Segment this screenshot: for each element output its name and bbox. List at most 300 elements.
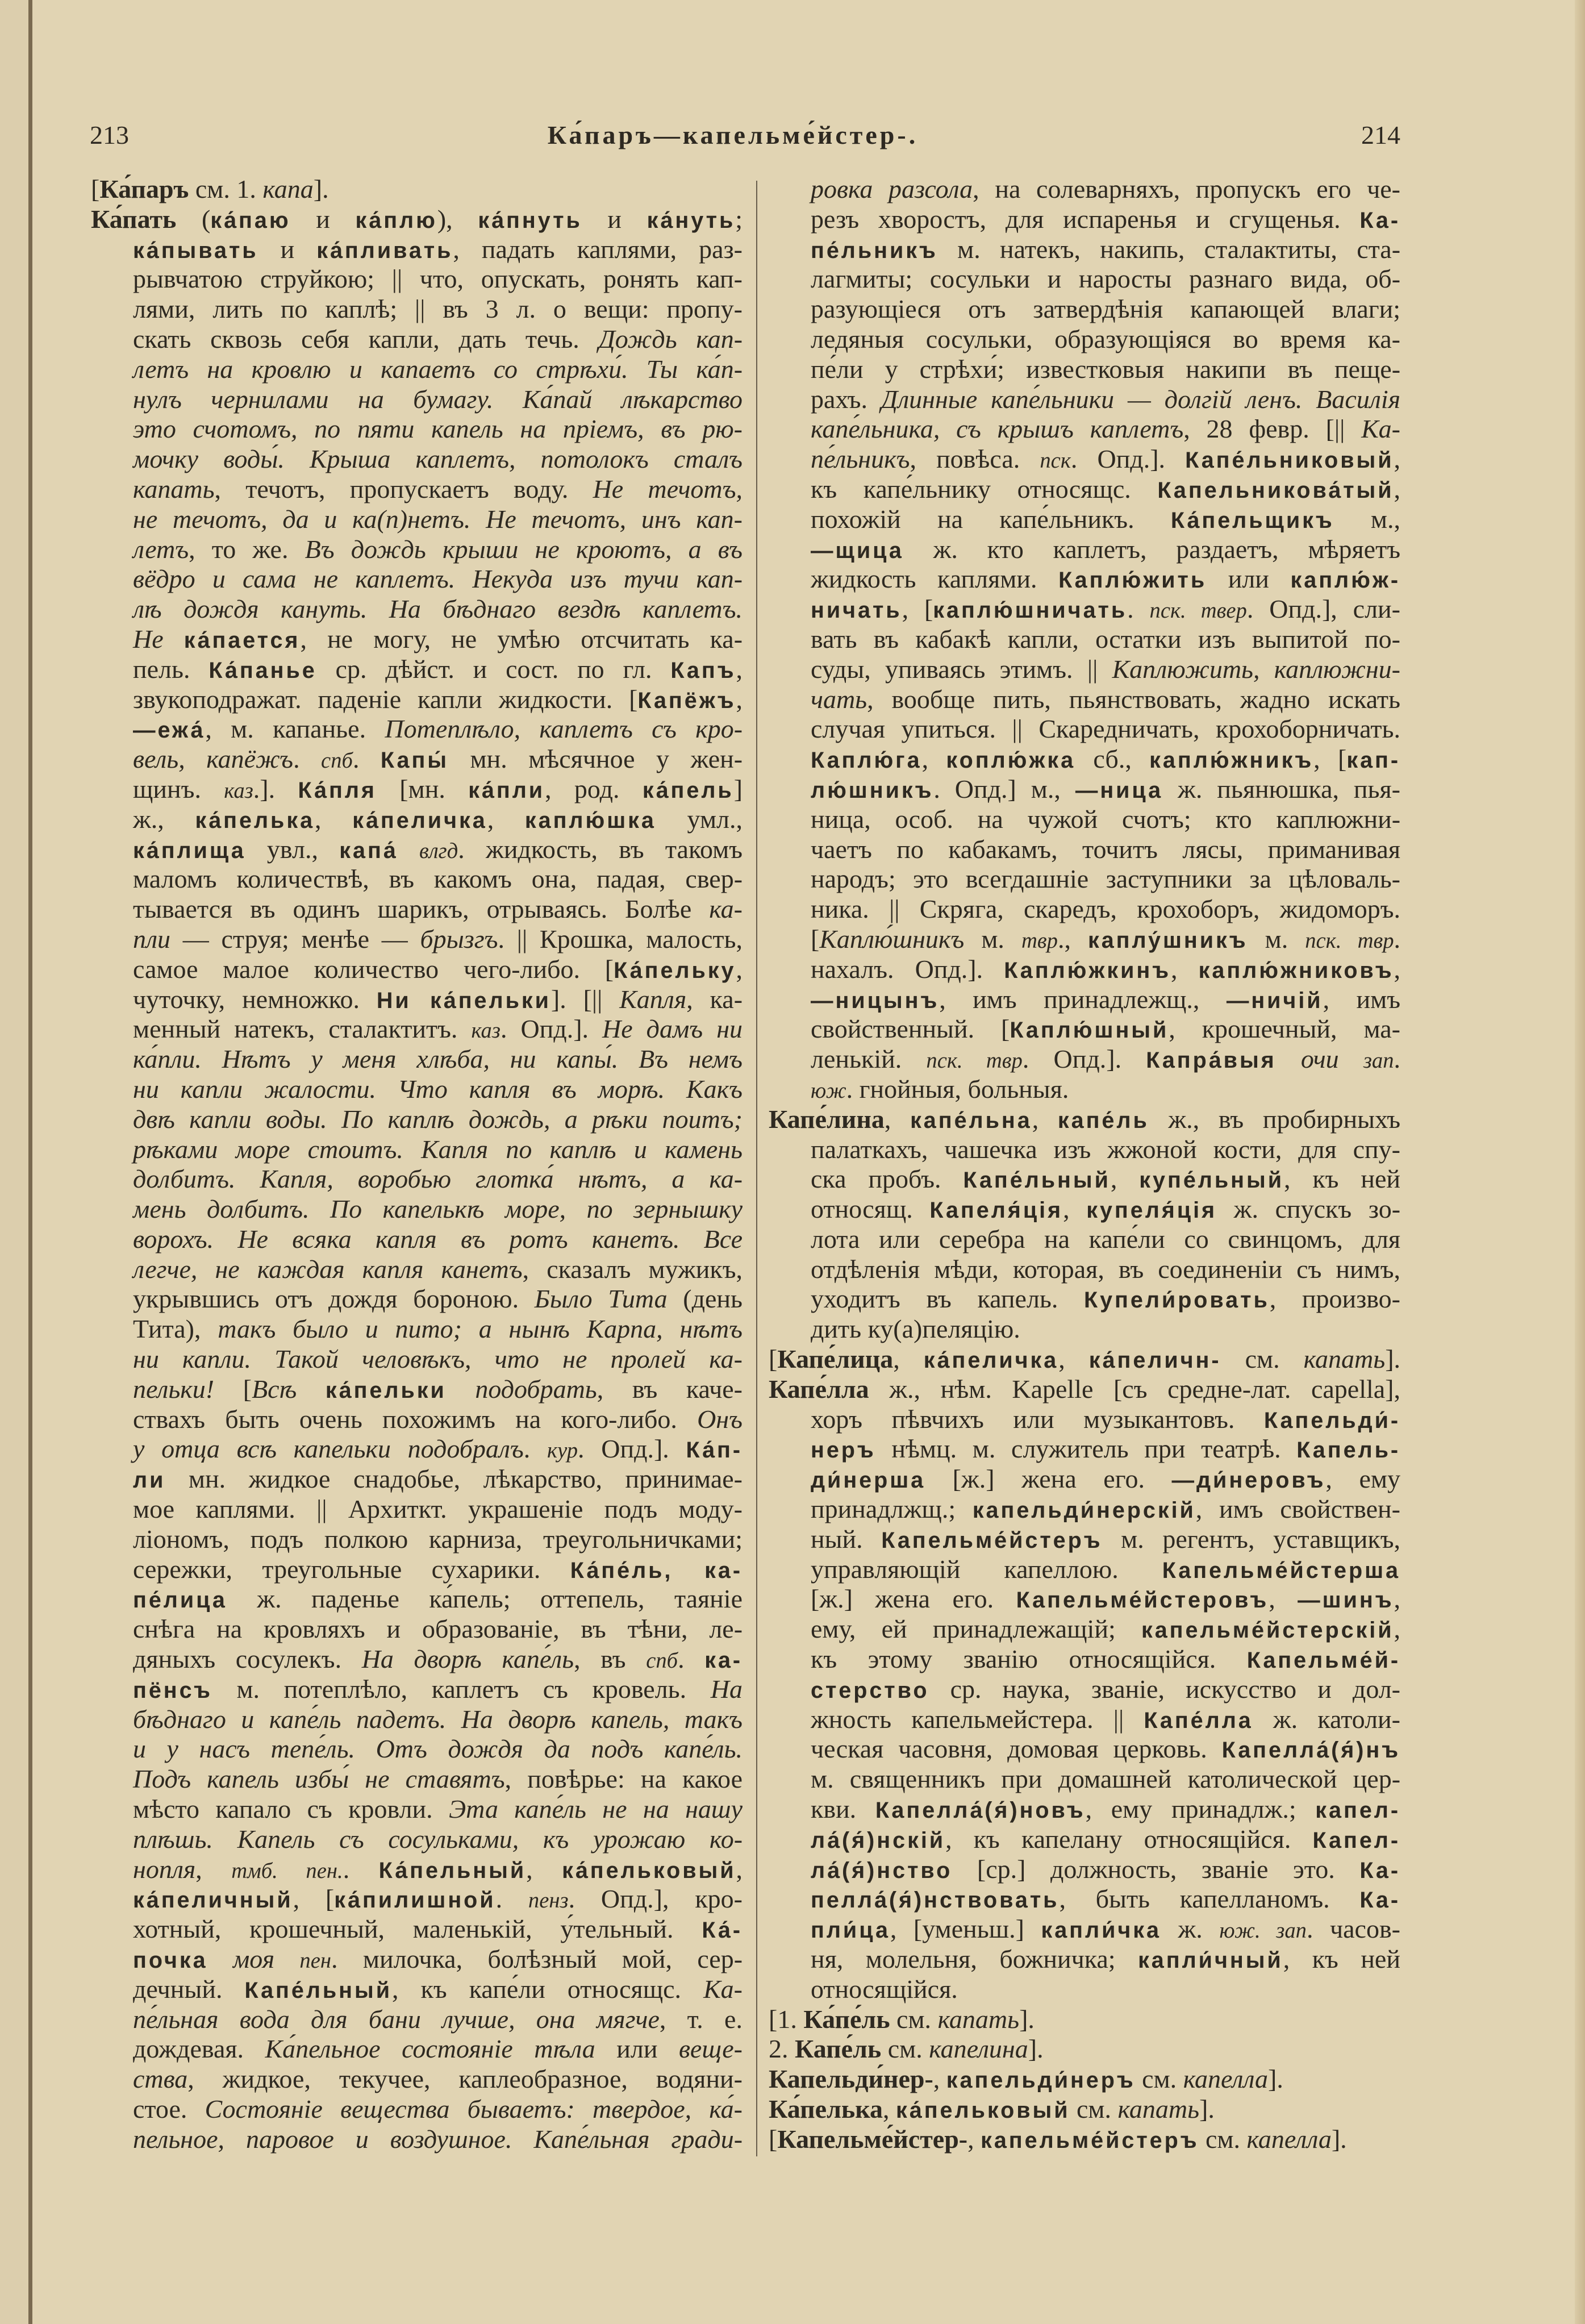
line-text — [133, 1644, 743, 1673]
definition-text: . — [1127, 594, 1150, 624]
line-text — [133, 1494, 743, 1523]
bold-term: ка́паю — [210, 207, 291, 233]
dictionary-line — [91, 1464, 743, 1494]
bold-term: неръ — [811, 1438, 876, 1463]
line-text — [133, 385, 743, 414]
definition-text: , произво- — [1269, 1284, 1400, 1314]
bold-term: Ка́панье — [208, 657, 317, 683]
line-text — [133, 594, 743, 623]
region-abbreviation: влгд — [419, 839, 458, 863]
definition-text: , на солеварняхъ, пропускъ его че- — [973, 174, 1400, 203]
dictionary-line — [91, 1614, 743, 1644]
definition-text: свойственный. [ — [811, 1014, 1010, 1044]
definition-text: , [ — [293, 1884, 335, 1914]
line-text — [811, 955, 1400, 984]
definition-text: . гнойныя, больныя. — [846, 1074, 1069, 1103]
definition-text: см. — [1221, 1344, 1304, 1374]
definition-text: ника. || Скряга, скаредъ, крохоборъ, жидоморъ. — [811, 894, 1400, 924]
line-text — [811, 594, 1400, 623]
line-text — [811, 535, 1400, 564]
line-text — [811, 505, 1400, 534]
line-text — [811, 1434, 1400, 1463]
dictionary-line — [769, 294, 1400, 324]
line-text — [133, 1405, 743, 1434]
definition-text: жидкость каплями. — [811, 564, 1059, 594]
definition-text: , — [315, 804, 353, 834]
dictionary-line — [91, 474, 743, 505]
definition-text: [ — [91, 174, 100, 203]
dictionary-line — [769, 1434, 1400, 1464]
italic-example: капать — [133, 474, 215, 503]
definition-text: Тита), — [133, 1314, 218, 1344]
dictionary-line — [769, 1614, 1400, 1644]
dictionary-line — [91, 1884, 743, 1914]
dictionary-line — [91, 924, 743, 955]
bold-term: каплю́шничать — [933, 598, 1128, 623]
definition-text: принадлжщ.; — [811, 1494, 973, 1524]
definition-text — [1339, 1044, 1363, 1073]
line-text — [769, 2005, 1035, 2034]
dictionary-line — [769, 414, 1400, 444]
definition-text: дечный. — [133, 1974, 245, 2004]
definition-text: резъ хворостъ, для испаренья и сгущенья. — [811, 204, 1360, 234]
definition-text: рывчатою струйкою; || что, опускать, ронять кап- — [133, 264, 743, 294]
definition-text: рахъ. — [811, 384, 881, 414]
line-text — [811, 444, 1400, 473]
dictionary-line — [91, 1194, 743, 1225]
dictionary-line — [91, 1764, 743, 1794]
line-text — [811, 564, 1400, 593]
definition-text: ледяныя сосульки, образующiяся во время ка- — [811, 324, 1400, 353]
definition-text: . || Крошка, малость, — [498, 924, 743, 953]
definition-text: , ему — [1325, 1464, 1400, 1494]
bold-term: пёнсъ — [133, 1677, 212, 1703]
italic-example: моя — [232, 1944, 275, 1974]
definition-text: [ — [811, 924, 820, 953]
definition-text: . милочка, болѣзный мой, сер- — [331, 1944, 743, 1974]
definition-text — [208, 1944, 233, 1973]
italic-example: капелина — [929, 2034, 1028, 2064]
bold-term: Ка́пе́ль, ка- — [570, 1557, 743, 1583]
definition-text: [ж.] жена его. — [925, 1464, 1172, 1494]
dictionary-line — [769, 744, 1400, 774]
dictionary-line — [769, 624, 1400, 655]
italic-example: долбитъ. Капля, воробью глотка́ нѣтъ, а ка- — [133, 1164, 743, 1194]
definition-text: умл., — [656, 804, 743, 834]
definition-text: , т. е. — [659, 2004, 743, 2034]
italic-example: Подъ капель избы́ не ставятъ — [133, 1764, 505, 1794]
definition-text: .]. — [253, 774, 298, 803]
definition-text: хотный, крошечный, маленькiй, у́тельный. — [133, 1914, 702, 1944]
dictionary-line — [769, 985, 1400, 1015]
bold-term: Капельме́йстеровъ — [1016, 1588, 1269, 1613]
definition-text: , къ ней — [1283, 1164, 1400, 1194]
dictionary-line — [91, 1675, 743, 1705]
definition-text: или — [595, 2034, 679, 2064]
line-text — [133, 505, 743, 534]
definition-text: см. — [881, 2034, 929, 2064]
line-text — [811, 1525, 1400, 1554]
dictionary-line — [91, 1705, 743, 1735]
definition-text: лями, лить по каплѣ; || въ 3 л. о вещи: пропу- — [133, 294, 743, 324]
line-text — [811, 1584, 1400, 1613]
line-text — [811, 474, 1400, 503]
dictionary-line — [91, 1225, 743, 1255]
line-text — [811, 805, 1400, 834]
dictionary-line — [769, 1464, 1400, 1494]
dictionary-line — [91, 835, 743, 865]
definition-text: , въ — [574, 1644, 646, 1674]
line-text — [133, 924, 743, 953]
definition-text: , къ капе́ли относящс. — [392, 1974, 704, 2004]
line-text — [133, 864, 743, 893]
line-text — [133, 2125, 743, 2154]
line-text — [133, 1044, 743, 1073]
line-text — [133, 1434, 743, 1463]
bold-term: ка́пнуть — [478, 207, 582, 233]
bold-term: ка́пилишной — [334, 1888, 496, 1913]
definition-text: ( — [176, 204, 211, 234]
definition-text: . Опд.]. — [1070, 444, 1186, 474]
bold-term: Капёжъ — [637, 688, 736, 713]
line-text — [133, 1675, 743, 1704]
dictionary-line — [769, 1494, 1400, 1525]
italic-example: рѣками море стоитъ. Капля по каплѣ и камень — [133, 1134, 743, 1164]
bold-term: Ка́пля — [298, 777, 377, 803]
dictionary-line — [91, 655, 743, 685]
dictionary-line — [769, 444, 1400, 474]
dictionary-line — [769, 355, 1400, 385]
dictionary-line — [91, 1135, 743, 1165]
bold-term: Капеля́цiя — [929, 1198, 1063, 1223]
italic-example: Всѣ — [252, 1374, 326, 1403]
dictionary-line — [91, 1944, 743, 1975]
region-abbreviation: твр — [1021, 928, 1058, 953]
dictionary-line — [769, 1644, 1400, 1675]
definition-text: , ка- — [686, 984, 743, 1014]
italic-example: нопля — [133, 1854, 196, 1884]
line-text — [133, 2005, 743, 2034]
definition-text: лiономъ, подъ полкою карниза, треугольничками; — [133, 1524, 743, 1554]
definition-text: ]. — [1268, 2064, 1283, 2094]
line-text — [133, 1194, 743, 1223]
dictionary-line — [91, 714, 743, 744]
definition-text: , имъ свойствен- — [1195, 1494, 1400, 1524]
entry-headword-line — [769, 2094, 1400, 2125]
line-text — [811, 924, 1400, 953]
bold-term: каплю́ж- — [1290, 568, 1400, 593]
definition-text: , — [921, 744, 946, 774]
line-text — [133, 744, 743, 773]
dictionary-line — [91, 774, 743, 805]
dictionary-line — [91, 955, 743, 985]
bold-term: ка́пывать — [133, 238, 258, 263]
bold-term: капе́ль — [1057, 1107, 1149, 1133]
definition-text: , — [1058, 1344, 1089, 1374]
definition-text: . — [1394, 924, 1401, 953]
dictionary-line — [91, 1284, 743, 1314]
dictionary-line — [91, 564, 743, 594]
line-text — [133, 264, 743, 293]
dictionary-line — [769, 174, 1400, 205]
line-text — [133, 1525, 743, 1554]
italic-example: чать — [811, 684, 867, 714]
dictionary-line — [91, 355, 743, 385]
definition-text: , ему принадлж.; — [1085, 1794, 1316, 1824]
italic-example: капать — [1303, 1344, 1386, 1374]
dictionary-line — [91, 2005, 743, 2035]
bold-term: ка́пельковый — [562, 1857, 736, 1883]
dictionary-line — [769, 894, 1400, 924]
running-head-title: Ка́паръ—капельме́йстер-. — [547, 120, 919, 149]
dictionary-line — [769, 1194, 1400, 1225]
dictionary-line — [769, 1855, 1400, 1885]
dictionary-line — [91, 324, 743, 355]
definition-text: и — [258, 234, 317, 264]
line-text — [811, 1644, 1400, 1673]
dictionary-line — [91, 444, 743, 474]
definition-text: . — [352, 744, 381, 774]
bold-term: капа́ — [339, 838, 398, 863]
italic-example: подобрать — [446, 1374, 597, 1403]
definition-text: , — [195, 1854, 232, 1884]
dictionary-line — [91, 1074, 743, 1105]
italic-example: летъ — [133, 534, 189, 564]
line-text — [811, 355, 1400, 384]
bold-term: стерство — [811, 1677, 929, 1703]
line-text — [769, 2094, 1215, 2123]
definition-text: . — [495, 1884, 528, 1914]
definition-text: , — [967, 2124, 981, 2154]
line-text — [811, 714, 1400, 743]
bold-term: ка́пельки — [325, 1377, 447, 1403]
definition-text: [мн. — [376, 774, 469, 803]
bold-term: кап- — [1346, 748, 1401, 773]
definition-text: . Опд.] м., — [933, 774, 1075, 803]
definition-text: чуточку, немножко. — [133, 984, 377, 1014]
region-abbreviation: пск. твр — [926, 1049, 1023, 1073]
bold-term: Каплю́жить — [1058, 568, 1207, 593]
italic-example: капелла — [1246, 2124, 1332, 2154]
definition-text: м. натекъ, накипь, сталактиты, ста- — [937, 234, 1401, 264]
line-text — [133, 355, 743, 384]
bold-term: каплю́шка — [524, 807, 656, 833]
bold-term: ка́пливать — [316, 238, 453, 263]
bold-term: Капел- — [1312, 1827, 1400, 1853]
definition-text: управляющiй капеллою. — [811, 1554, 1162, 1584]
italic-example: ворохъ. Не всяка капля въ ротъ канетъ. Все — [133, 1224, 743, 1253]
entry-headword-line — [769, 2005, 1400, 2035]
definition-text: ., — [1057, 924, 1088, 953]
dictionary-line — [769, 1914, 1400, 1944]
definition-text: лагмиты; сосульки и наросты разнаго вида, об- — [811, 264, 1401, 294]
italic-example: бѣднаго и капе́ль падетъ. На дворѣ капель, такъ — [133, 1704, 743, 1734]
definition-text: , — [526, 1854, 562, 1884]
bold-term: Ка́п- — [686, 1438, 743, 1463]
dictionary-line — [91, 985, 743, 1015]
bold-term: Капъ — [670, 657, 736, 683]
dictionary-line — [91, 685, 743, 715]
definition-text: дяныхъ сосулекъ. — [133, 1644, 362, 1674]
dictionary-line — [769, 594, 1400, 624]
right-column — [769, 174, 1400, 2155]
definition-text: ж., въ пробирныхъ — [1149, 1104, 1401, 1134]
definition-text: мѣсто капало съ кровли. — [133, 1794, 449, 1824]
italic-example: Состоянiе вещества бываетъ: твердое, ка́- — [205, 2094, 743, 2123]
line-text — [133, 2094, 743, 2123]
bold-term: капли́чка — [1041, 1918, 1161, 1943]
line-text — [133, 1105, 743, 1134]
dictionary-line — [91, 1044, 743, 1074]
dictionary-line — [91, 505, 743, 535]
dictionary-line — [91, 805, 743, 835]
dictionary-line — [769, 1014, 1400, 1044]
italic-example: веще- — [678, 2034, 743, 2064]
line-text — [811, 685, 1400, 714]
dictionary-line — [769, 1135, 1400, 1165]
italic-example: это счотомъ, по пяти капель на прiемъ, въ рю- — [133, 414, 743, 444]
region-abbreviation: пск. твр — [1305, 928, 1394, 953]
bold-term: Ка́пельщикъ — [1170, 507, 1334, 533]
dictionary-line — [769, 1975, 1400, 2005]
dictionary-line — [769, 1884, 1400, 1914]
definition-text: , — [1394, 444, 1401, 474]
italic-example: мочку воды́. Крыша каплетъ, потолокъ сталъ — [133, 444, 743, 474]
definition-text: , — [933, 2064, 946, 2094]
definition-text — [398, 835, 419, 864]
definition-text: уходитъ въ капель. — [811, 1284, 1085, 1314]
definition-text: см. — [1070, 2094, 1118, 2123]
definition-text: см. 1. — [189, 174, 263, 203]
dictionary-line — [91, 2034, 743, 2064]
dictionary-line — [769, 235, 1400, 265]
definition-text: , къ капелану относящiйся. — [945, 1824, 1313, 1854]
bold-term: —шинъ — [1298, 1588, 1394, 1613]
definition-text: лота или серебра на капе́ли со свинцомъ, для — [811, 1224, 1400, 1253]
line-text — [811, 385, 1400, 414]
line-text — [811, 1135, 1400, 1164]
dictionary-line — [91, 1794, 743, 1825]
dictionary-line — [769, 564, 1400, 594]
definition-text: ]. — [1028, 2034, 1044, 2064]
line-text — [811, 1764, 1400, 1793]
italic-example: Было Тита — [534, 1284, 668, 1314]
definition-text: и — [582, 204, 647, 234]
dictionary-line — [91, 744, 743, 774]
italic-example: Не — [133, 624, 184, 653]
entry-headword-line — [769, 2125, 1400, 2155]
definition-text: хоръ пѣвчихъ или музыкантовъ. — [811, 1404, 1264, 1434]
definition-text: ска пробъ. — [811, 1164, 963, 1194]
line-text — [811, 1074, 1069, 1103]
headword: Ка́пать — [91, 204, 177, 234]
line-text — [811, 1464, 1400, 1493]
dictionary-line — [91, 2094, 743, 2125]
line-text — [769, 2064, 1283, 2093]
definition-text: ница, особ. на чужой счотъ; кто каплюжни- — [811, 804, 1401, 834]
line-text — [769, 1375, 1400, 1403]
definition-text: ]. — [313, 174, 329, 203]
definition-text: ствахъ быть очень похожимъ на кого-либо. — [133, 1404, 698, 1434]
entry-headword-line — [769, 1105, 1400, 1135]
dictionary-line — [769, 385, 1400, 415]
definition-text: разующiеся отъ затвердѣнiя капающей влаги; — [811, 294, 1401, 324]
italic-example: капе́льника, съ крышъ каплетъ — [811, 414, 1184, 444]
dictionary-line — [769, 805, 1400, 835]
definition-text: сережки, треугольные сухарики. — [133, 1554, 570, 1584]
definition-text: мое каплями. || Архиткт. украшенiе подъ моду- — [133, 1494, 743, 1524]
dictionary-line — [769, 1525, 1400, 1555]
line-text — [133, 1344, 743, 1373]
line-text — [811, 864, 1400, 893]
dictionary-line — [91, 294, 743, 324]
italic-example: у отца всѣ капельки подобралъ — [133, 1434, 524, 1464]
line-text — [811, 205, 1400, 234]
line-text — [811, 264, 1400, 293]
definition-text: ж. паденье ка́пель; оттепель, таянiе — [227, 1584, 743, 1614]
definition-text: см. — [890, 2004, 938, 2034]
line-text — [133, 655, 743, 684]
italic-example: капать — [937, 2004, 1020, 2034]
region-abbreviation: пск — [1040, 449, 1071, 473]
italic-example: очи — [1300, 1044, 1339, 1074]
italic-example: ни капли. Такой человѣкъ, что не пролей ка- — [133, 1344, 743, 1374]
definition-text: ческая часовня, домовая церковь. — [811, 1734, 1222, 1764]
definition-text: ж. кто каплетъ, раздаетъ, мѣряетъ — [903, 534, 1400, 564]
dictionary-line — [91, 1375, 743, 1405]
definition-text: , вообще пить, пьянствовать, жадно искать — [867, 684, 1401, 714]
definition-text: относящiйся. — [811, 1974, 958, 2004]
bold-term: ка́пелька — [195, 807, 315, 833]
region-abbreviation: каз — [471, 1019, 500, 1043]
italic-example: брызгъ — [420, 924, 498, 953]
italic-example: Потеплѣло, каплетъ съ кро- — [385, 714, 743, 744]
dictionary-line — [769, 1405, 1400, 1435]
line-text — [133, 955, 743, 984]
dictionary-line — [769, 1255, 1400, 1285]
definition-text: , — [1063, 1194, 1087, 1224]
bold-term: капельди́нерскiй — [972, 1498, 1196, 1523]
definition-text: ] — [733, 774, 743, 803]
page-edge-right — [1575, 0, 1585, 2324]
definition-text: , то же. — [189, 534, 305, 564]
entry-headword-line — [769, 2034, 1400, 2064]
definition-text: ср. дѣйст. и сост. по гл. — [316, 654, 671, 684]
definition-text: . — [343, 1854, 379, 1884]
line-text — [811, 1855, 1400, 1884]
bold-term: коплю́жка — [946, 748, 1076, 773]
italic-example: такъ было и пито; а нынѣ Карпа, нѣтъ — [218, 1314, 743, 1344]
definition-text: , быть капелланомъ. — [1059, 1884, 1360, 1914]
headword: Капе́ль — [795, 2034, 882, 2064]
definition-text: , — [736, 654, 743, 684]
italic-example: двѣ капли воды. По каплѣ дождь, а рѣки поитъ; — [133, 1104, 743, 1134]
dictionary-line — [91, 1734, 743, 1764]
line-text — [133, 1614, 743, 1643]
dictionary-line — [769, 535, 1400, 565]
bold-term: капли́чный — [1138, 1948, 1283, 1973]
bold-term: ла́(я́)нство — [811, 1857, 953, 1883]
line-text — [769, 1344, 1400, 1373]
line-text — [133, 624, 743, 653]
italic-example: Каплю́шникъ — [819, 924, 965, 953]
region-abbreviation: тмб. пен. — [231, 1859, 343, 1883]
definition-text: , течотъ, пропускаетъ воду. — [214, 474, 593, 503]
bold-term: Каплю́га — [811, 748, 922, 773]
definition-text: см. — [1135, 2064, 1183, 2094]
line-text — [133, 774, 743, 803]
bold-term: пе́льникъ — [811, 238, 938, 263]
